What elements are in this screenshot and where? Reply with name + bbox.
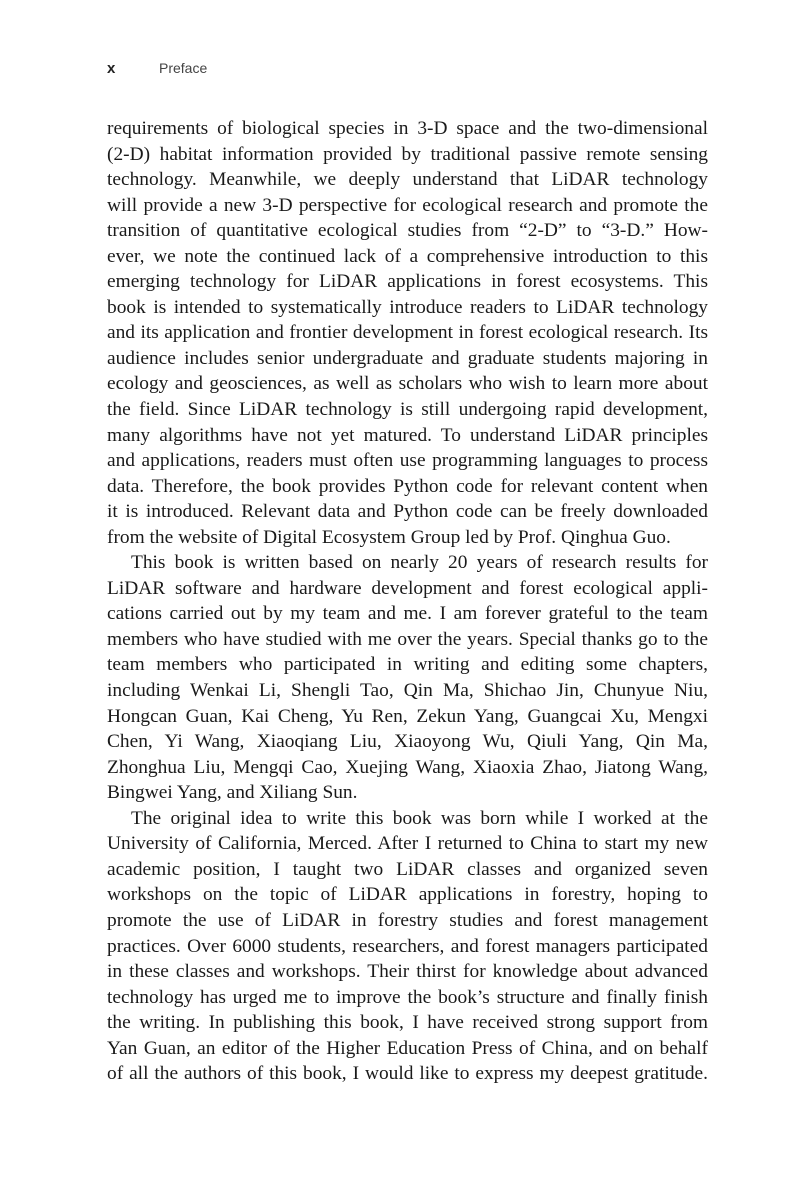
text-line: from the website of Digital Ecosystem Group led by Prof. Qinghua Guo. xyxy=(107,526,671,548)
text-line: Chen, Yi Wang, Xiaoqiang Liu, Xiaoyong Wu, Qiuli Yang, Qin Ma, xyxy=(107,731,708,753)
text-line: Hongcan Guan, Kai Cheng, Yu Ren, Zekun Yang, Guangcai Xu, Mengxi xyxy=(107,705,708,727)
text-line: Yan Guan, an editor of the Higher Education Press of China, and on behalf xyxy=(107,1037,708,1059)
text-line: the field. Since LiDAR technology is still undergoing rapid development, xyxy=(107,399,708,421)
text-line: many algorithms have not yet matured. To understand LiDAR principles xyxy=(107,424,708,446)
paragraph-1 xyxy=(107,116,708,550)
text-line: data. Therefore, the book provides Python code for relevant content when xyxy=(107,475,708,497)
text-line: practices. Over 6000 students, researchers, and forest managers participated xyxy=(107,935,708,957)
text-line: University of California, Merced. After I returned to China to start my new xyxy=(107,833,708,855)
text-line: ever, we note the continued lack of a comprehensive introduction to this xyxy=(107,245,708,267)
text-line: transition of quantitative ecological studies from “2-D” to “3-D.” How- xyxy=(107,220,708,242)
text-line: team members who participated in writing and editing some chapters, xyxy=(107,654,708,676)
text-line: emerging technology for LiDAR applications in forest ecosystems. This xyxy=(107,271,708,293)
text-line: members who have studied with me over the years. Special thanks go to the xyxy=(107,628,708,650)
text-line: it is introduced. Relevant data and Python code can be freely downloaded xyxy=(107,501,708,523)
running-title: Preface xyxy=(159,60,208,76)
text-line: the writing. In publishing this book, I have received strong support from xyxy=(107,1012,708,1034)
text-line: Zhonghua Liu, Mengqi Cao, Xuejing Wang, Xiaoxia Zhao, Jiatong Wang, xyxy=(107,756,708,778)
text-line: audience includes senior undergraduate and graduate students majoring in xyxy=(107,347,708,369)
paragraph-3 xyxy=(107,806,708,1087)
text-line: of all the authors of this book, I would like to express my deepest gratitude. xyxy=(107,1063,708,1085)
text-line: LiDAR software and hardware development and forest ecological appli- xyxy=(107,577,708,599)
text-line: technology has urged me to improve the book’s structure and finally finish xyxy=(107,986,708,1008)
text-line: academic position, I taught two LiDAR classes and organized seven xyxy=(107,858,708,880)
page-number: x xyxy=(107,59,116,77)
text-line: will provide a new 3-D perspective for ecological research and promote the xyxy=(107,194,708,216)
text-line: requirements of biological species in 3-D space and the two-dimensional xyxy=(107,118,708,139)
text-line: including Wenkai Li, Shengli Tao, Qin Ma, Shichao Jin, Chunyue Niu, xyxy=(107,680,708,702)
text-line: workshops on the topic of LiDAR applications in forestry, hoping to xyxy=(107,884,708,906)
text-line: and applications, readers must often use programming languages to process xyxy=(107,450,708,472)
text-line: in these classes and workshops. Their thirst for knowledge about advanced xyxy=(107,961,708,983)
text-line: The original idea to write this book was born while I worked at the xyxy=(131,807,708,829)
text-line: cations carried out by my team and me. I am forever grateful to the team xyxy=(107,603,708,625)
text-line: ecology and geosciences, as well as scholars who wish to learn more about xyxy=(107,373,708,395)
running-head xyxy=(107,58,207,78)
text-line: technology. Meanwhile, we deeply understand that LiDAR technology xyxy=(107,169,708,191)
text-line: and its application and frontier development in forest ecological research. Its xyxy=(107,322,708,344)
text-line: This book is written based on nearly 20 years of research results for xyxy=(131,552,708,574)
text-line: book is intended to systematically introduce readers to LiDAR technology xyxy=(107,296,708,318)
paragraph-2 xyxy=(107,550,708,805)
preface-body xyxy=(107,116,708,1087)
text-line: (2-D) habitat information provided by traditional passive remote sensing xyxy=(107,143,708,165)
text-line: Bingwei Yang, and Xiliang Sun. xyxy=(107,782,358,804)
text-line: promote the use of LiDAR in forestry studies and forest management xyxy=(107,909,708,931)
